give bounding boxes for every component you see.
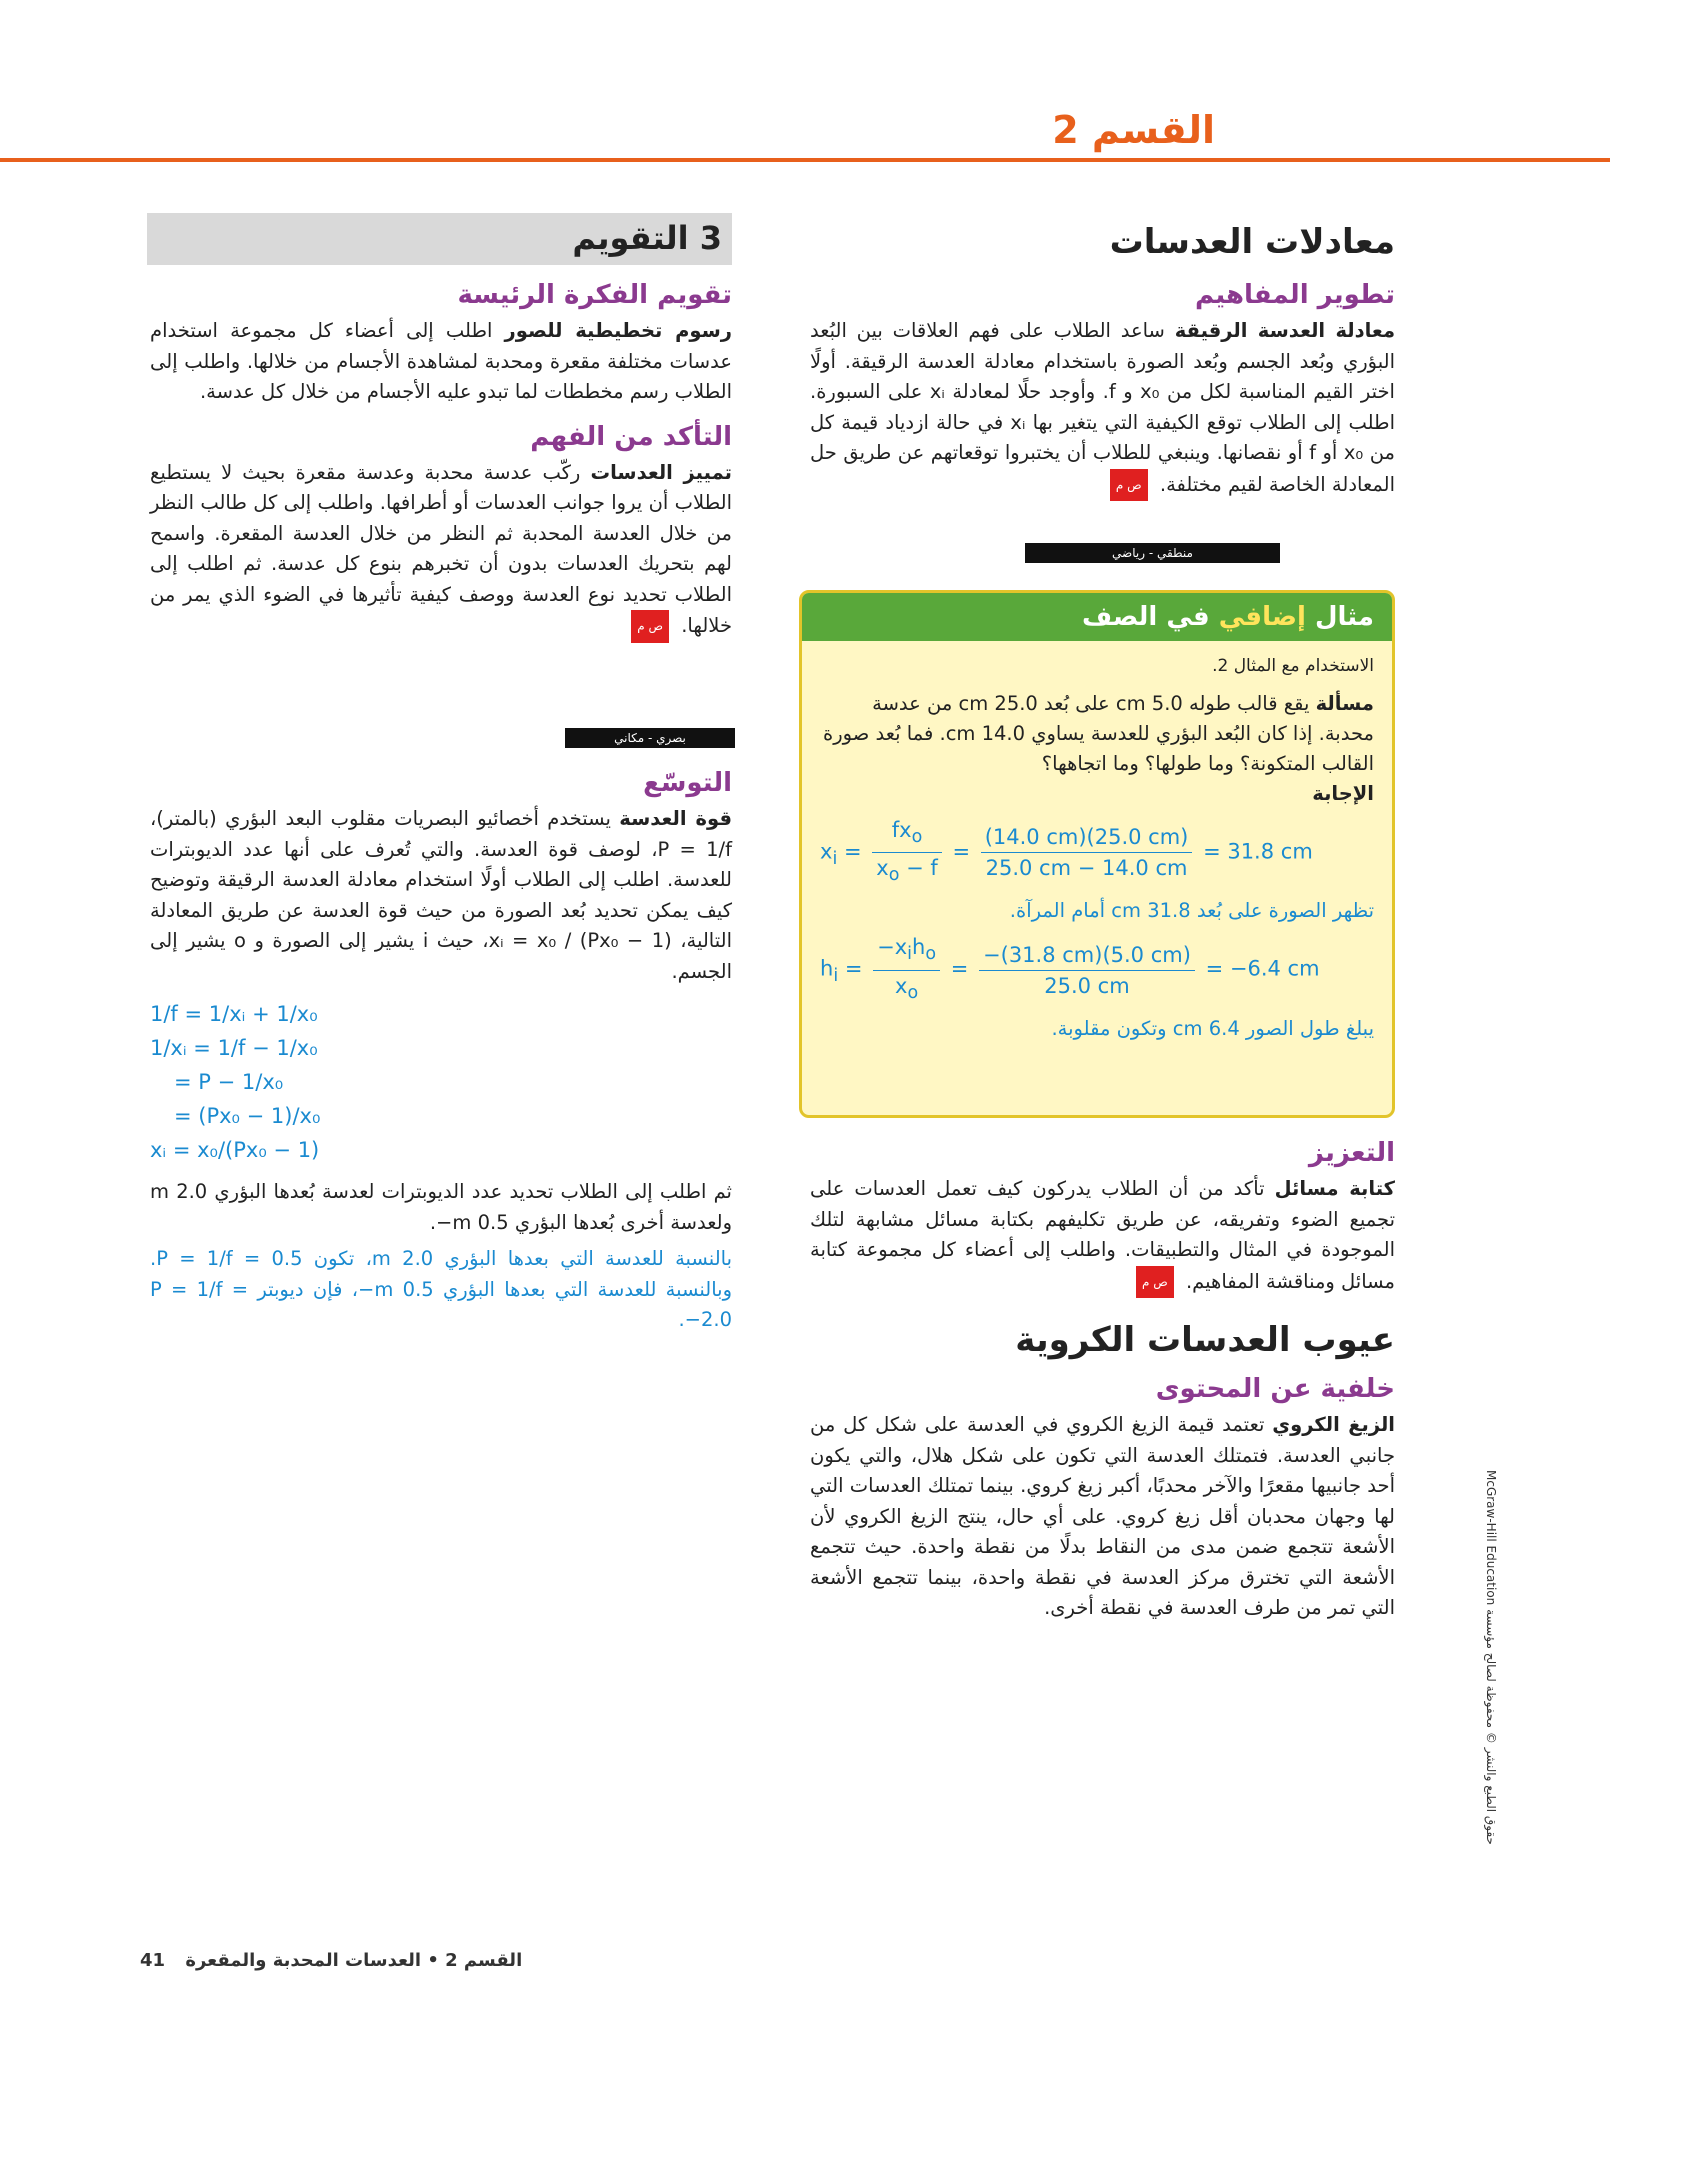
concept-tag: ص م (1110, 469, 1148, 502)
extend-block (150, 768, 732, 1336)
section-title: القسم 2 (1052, 108, 1215, 152)
defects-title: عيوب العدسات الكروية (1015, 1320, 1395, 1360)
background-paragraph (810, 1410, 1395, 1624)
example-usage: الاستخدام مع المثال 2. (1212, 656, 1374, 676)
example-header (802, 593, 1392, 641)
example-title-suffix: في الصف (1082, 602, 1210, 632)
deriv-line: = (Px₀ − 1)/x₀ (174, 1104, 321, 1128)
main-idea-lead: رسوم تخطيطية للصور (504, 319, 732, 342)
assessment-block (150, 280, 732, 643)
equation-image-height: $h_i$ = $\frac{-x_ih_o}{x_o}$ = $\frac{-(31.8 cm)(5.0 cm)}{25.0 cm}$ = −6.4 cm (820, 932, 1374, 1007)
lesson-block (810, 222, 1395, 501)
deriv-line: 1/f = 1/xᵢ + 1/x₀ (150, 1002, 318, 1026)
eq2-result: = −6.4 cm (1205, 957, 1320, 982)
main-idea-paragraph (150, 316, 732, 408)
example-body (802, 641, 1392, 1054)
reinforce-tag: ص م (1136, 1266, 1174, 1299)
eq1-result: = 31.8 cm (1203, 839, 1313, 864)
concept-paragraph (810, 316, 1395, 501)
problem-lead: مسألة (1315, 692, 1374, 715)
example-box (799, 590, 1395, 1118)
example-title-highlight: إضافي (1218, 602, 1306, 632)
extend-heading: التوسّع (643, 768, 732, 798)
check-tag: ص م (631, 610, 669, 643)
check-heading: التأكد من الفهم (530, 421, 732, 452)
main-idea-text: اطلب إلى أعضاء كل مجموعة استخدام عدسات مختلفة مقعرة ومحدبة لمشاهدة الأجسام من خلالها. واطلب إلى الطلاب رسم مخططات لما تبدو عليه الأجسام من خلال كل عدسة. (150, 319, 732, 403)
answer-paragraph: بالنسبة للعدسة التي بعدها البؤري 2.0 m، تكون P = 1/f = 0.5. وبالنسبة للعدسة التي بعدها البؤري 0.5 m−، فإن ديوبتر P = 1/f = −2.0. (150, 1247, 733, 1331)
equation-image-distance: $x_i$ = $\frac{fx_o}{x_o - f}$ = $\frac{(14.0 cm)(25.0 cm)}{25.0 cm - 14.0 cm}$ = 31.8 cm (820, 815, 1374, 890)
reinforce-paragraph (810, 1174, 1395, 1298)
closing-paragraph: ثم اطلب إلى الطلاب تحديد عدد الديوبترات لعدسة بُعدها البؤري 2.0 m ولعدسة أخرى بُعدها البؤري 0.5 m−. (150, 1180, 732, 1234)
check-text: ركّب عدسة محدبة وعدسة مقعرة بحيث لا يستطيع الطلاب أن يروا جوانب العدسات أو أطرافها. واطلب إلى كل طالب النظر من خلال العدسة المحدبة ثم النظر من خلال العدسة المقعرة. واسمح لهم بتحريك العدسات بدون أن تخبرهم بنوع كل عدسة. ثم اطلب إلى الطلاب تحديد نوع العدسة ووصف كيفية تأثيرها في الضوء الذي يمر من خلالها. (150, 460, 732, 637)
section-divider (0, 158, 1610, 162)
background-heading: خلفية عن المحتوى (1155, 1374, 1395, 1404)
extend-paragraph (150, 804, 732, 987)
page-footer (140, 1950, 522, 1971)
derivation (150, 997, 732, 1167)
footer-text: القسم 2 • العدسات المحدبة والمقعرة (185, 1950, 523, 1971)
example-problem (820, 689, 1374, 779)
concept-heading: تطوير المفاهيم (1195, 280, 1395, 310)
concept-lead: معادلة العدسة الرقيقة (1174, 319, 1396, 342)
background-text: تعتمد قيمة الزيغ الكروي في العدسة على شكل كل من جانبي العدسة. فتمتلك العدسة التي تكون على شكل هلال، والتي يكون أحد جانبيها مقعرًا والآخر محدبًا، أكبر زيغ كروي. بينما تمتلك العدسات التي لها وجهان محدبان أقل زيغ كروي. على أي حال، ينتج الزيغ الكروي لأن الأشعة تتجمع ضمن مدى من النقاط بدلًا من نقطة واحدة. حيث تتجمع الأشعة التي تخترق مركز العدسة في نقطة واحدة، بينما تتجمع الأشعة التي تمر من طرف العدسة في نقطة أخرى. (810, 1413, 1395, 1619)
deriv-line: 1/xᵢ = 1/f − 1/x₀ (150, 1036, 318, 1060)
reinforce-text: تأكد من أن الطلاب يدركون كيف تعمل العدسات على تجميع الضوء وتفريقه، عن طريق تكليفهم بكتابة مسائل مشابهة لتلك الموجودة في المثال والتطبيقات. واطلب إلى أعضاء كل مجموعة كتابة مسائل ومناقشة المفاهيم. (810, 1177, 1395, 1293)
lesson-title: معادلات العدسات (1109, 222, 1395, 262)
check-lead: تمييز العدسات (590, 460, 733, 484)
deriv-line: = P − 1/x₀ (174, 1070, 284, 1094)
reinforce-block (810, 1138, 1395, 1624)
check-paragraph (150, 458, 732, 643)
assessment-bar (147, 213, 732, 265)
result1-text: تظهر الصورة على بُعد 31.8 cm أمام المرآة. (1009, 899, 1374, 923)
reinforce-heading: التعزيز (1308, 1138, 1395, 1168)
answer-label: الإجابة (1312, 782, 1374, 805)
concept-text: ساعد الطلاب على فهم العلاقات بين البُعد البؤري وبُعد الجسم وبُعد الصورة باستخدام معادلة العدسة الرقيقة. أولًا اختر القيم المناسبة لكل من x₀ و f. وأوجد حلًا لمعادلة xᵢ على السبورة. اطلب إلى الطلاب توقع الكيفية التي يتغير بها xᵢ في حالة ازدياد قيمة كل من x₀ أو f أو نقصانها. وينبغي للطلاب أن يختبروا توقعاتهم عن طريق حل المعادلة الخاصة لقيم مختلفة. (810, 319, 1395, 496)
eq2-denominator: 25.0 cm (1044, 973, 1130, 998)
result2-text: يبلغ طول الصور 6.4 cm وتكون مقلوبة. (1051, 1016, 1374, 1040)
main-idea-heading: تقويم الفكرة الرئيسة (457, 280, 732, 310)
eq2-numerator: −(31.8 cm)(5.0 cm) (979, 940, 1195, 971)
reinforce-lead: كتابة مسائل (1274, 1177, 1395, 1200)
concept-strip: منطقي - رياضي (1025, 543, 1280, 563)
deriv-line: xᵢ = x₀/(Px₀ − 1) (150, 1138, 320, 1162)
background-lead: الزيغ الكروي (1272, 1413, 1395, 1436)
eq1-denominator: 25.0 cm − 14.0 cm (985, 856, 1188, 881)
check-strip: بصري - مكاني (565, 728, 735, 748)
eq1-numerator: (14.0 cm)(25.0 cm) (981, 822, 1193, 853)
extend-text: يستخدم أخصائيو البصريات مقلوب البعد البؤري (بالمتر)، P = 1/f، لوصف قوة العدسة. والتي تُعرف على أنها عدد الديوبترات للعدسة. اطلب إلى الطلاب أولًا استخدام معادلة العدسة الرقيقة وتوضيح كيف يمكن تحديد بُعد الصورة من حيث قوة العدسة عن طريق المعادلة التالية، xᵢ = x₀ / (Px₀ − 1)، حيث i يشير إلى الصورة و o يشير إلى الجسم. (150, 807, 732, 983)
extend-lead: قوة العدسة (619, 807, 732, 830)
page-number: 41 (140, 1950, 166, 1971)
example-title-prefix: مثال (1314, 602, 1374, 632)
assessment-title: 3 التقويم (572, 219, 722, 257)
problem-text: يقع قالب طوله 5.0 cm على بُعد 25.0 cm من عدسة محدبة. إذا كان البُعد البؤري للعدسة يساوي 14.0 cm. فما بُعد صورة القالب المتكونة؟ وما طولها؟ وما اتجاهها؟ (823, 692, 1374, 775)
copyright-sidebar: حقوق الطبع والنشر © محفوظة لصالح مؤسسة McGraw-Hill Education (1484, 1470, 1498, 1845)
